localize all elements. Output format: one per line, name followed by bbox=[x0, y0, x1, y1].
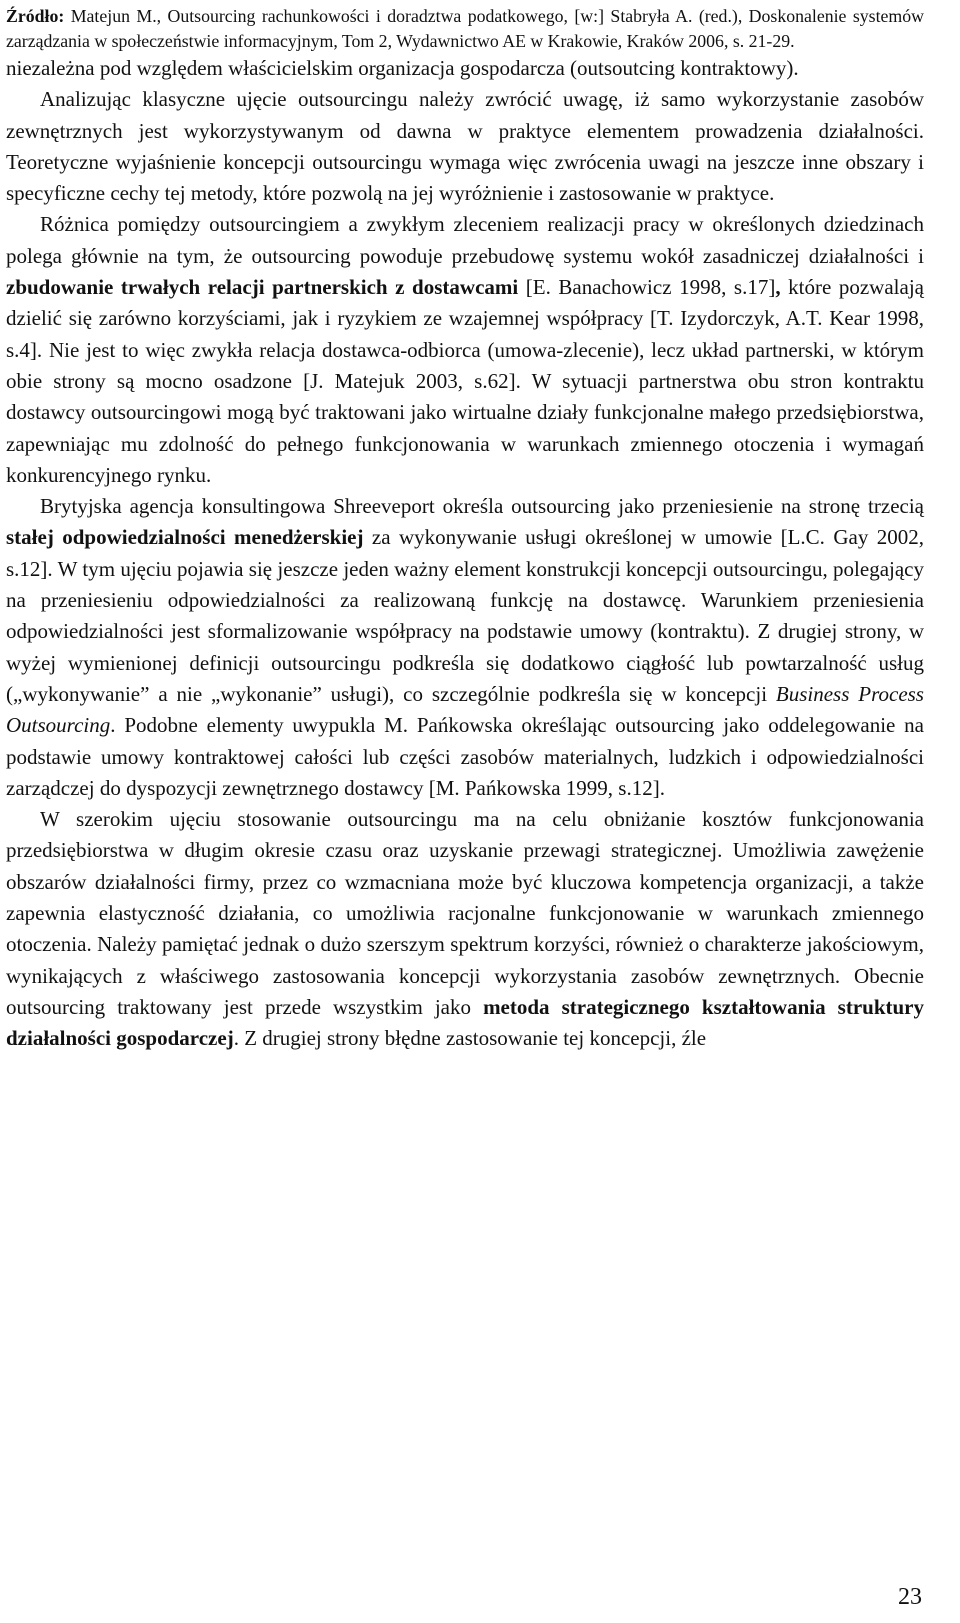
paragraph-3-bold-1: zbudowanie trwałych relacji partnerskich z dostawcami bbox=[6, 275, 519, 300]
paragraph-5 bbox=[6, 804, 924, 1054]
paragraph-2: Analizując klasyczne ujęcie outsourcingu należy zwrócić uwagę, iż samo wykorzystanie zasobów zewnętrznych jest wykorzystywanym od dawna w praktyce elementem prowadzenia działalności. Teoretyczne wyjaśnienie koncepcji outsourcingu wymaga więc zwrócenia uwagi na jeszcze inne obszary i specyficzne cechy tej metody, które pozwolą na jej wyróżnienie i zastosowanie w praktyce. bbox=[6, 87, 924, 206]
paragraph-4-bold-1: stałej odpowiedzialności menedżerskiej bbox=[6, 525, 364, 550]
source-text: Matejun M., Outsourcing rachunkowości i doradztwa podatkowego, [w:] Stabryła A. (red.), Doskonalenie systemów zarządzania w społeczeństwie informacyjnym, Tom 2, Wydawnictwo AE w Krakowie, Kraków 2006, s. 21-29. bbox=[6, 6, 924, 51]
paragraph-3-bold-2: , bbox=[775, 275, 781, 300]
paragraph-5-text-1: W szerokim ujęciu stosowanie outsourcingu ma na celu obniżanie kosztów funkcjonowania przedsiębiorstwa w długim okresie czasu oraz uzyskanie przewagi strategicznej. Umożliwia zawężenie obszarów działalności firmy, przez co wzmacniana może być kluczowa kompetencja organizacji, a także zapewnia elastyczność działania, co umożliwia racjonalne funkcjonowanie w warunkach zmiennego otoczenia. Należy pamiętać jednak o dużo szerszym spektrum korzyści, również o charakterze jakościowym, wynikających z właściwego zastosowania koncepcji wykorzystania zasobów zewnętrznych. Obecnie outsourcing traktowany jest przede wszystkim jako bbox=[6, 807, 924, 1019]
paragraph-4-text-2: za wykonywanie usługi określonej w umowie [L.C. Gay 2002, s.12]. W tym ujęciu pojawia się jeszcze jeden ważny element konstrukcji koncepcji outsourcingu, polegający na przeniesieniu odpowiedzialności za realizowaną funkcję na dostawcę. Warunkiem przeniesienia odpowiedzialności jest sformalizowanie współpracy na podstawie umowy (kontraktu). Z drugiej strony, w wyżej wymienionej definicji outsourcingu podkreśla się dodatkowo ciągłość lub powtarzalność usług („wykonywanie” a nie „wykonanie” usługi), co szczególnie podkreśla się w koncepcji bbox=[6, 525, 924, 706]
paragraph-5-bold-1: metoda strategicznego kształtowania struktury działalności gospodarczej bbox=[6, 994, 924, 1051]
paragraph-4-italic-1: Business Process Outsourcing bbox=[6, 681, 924, 738]
paragraph-4-text-1: Brytyjska agencja konsultingowa Shreeveport określa outsourcing jako przeniesienie na stronę trzecią bbox=[40, 494, 924, 519]
source-label: Źródło: bbox=[6, 6, 65, 26]
paragraph-3-text-2: [E. Banachowicz 1998, s.17] bbox=[518, 275, 776, 300]
paragraph-5-text-2: . Z drugiej strony błędne zastosowanie tej koncepcji, źle bbox=[233, 1026, 707, 1051]
page-number: 23 bbox=[898, 1584, 922, 1610]
paragraph-3 bbox=[6, 209, 924, 491]
paragraph-1: niezależna pod względem właścicielskim organizacja gospodarcza (outsoutcing kontraktowy). bbox=[6, 56, 799, 80]
paragraph-3-text-1: Różnica pomiędzy outsourcingiem a zwykłym zleceniem realizacji pracy w określonych dziedzinach polega głównie na tym, że outsourcing powoduje przebudowę systemu wokół zasadniczej działalności i bbox=[6, 212, 924, 268]
paragraph-4-text-3: . Podobne elementy uwypukla M. Pańkowska określając outsourcing jako oddelegowanie na podstawie umowy kontraktowej całości lub części zasobów materialnych, ludzkich i odpowiedzialności zarządczej do dyspozycji zewnętrznego dostawcy [M. Pańkowska 1999, s.12]. bbox=[6, 713, 924, 800]
paragraph-3-text-3: które pozwalają dzielić się zarówno korzyściami, jak i ryzykiem ze wzajemnej współpracy [T. Izydorczyk, A.T. Kear 1998, s.4]. Nie jest to więc zwykła relacja dostawca-odbiorca (umowa-zlecenie), lecz układ partnerski, w którym obie strony są mocno osadzone [J. Matejuk 2003, s.62]. W sytuacji partnerstwa obu stron kontraktu dostawcy outsourcingowi mogą być traktowani jako wirtualne działy funkcjonalne małego przedsiębiorstwa, zapewniając mu zdolność do pełnego funkcjonowania w warunkach zmiennego otoczenia i wymagań konkurencyjnego rynku. bbox=[6, 275, 924, 487]
document-page bbox=[6, 4, 924, 1055]
paragraph-4 bbox=[6, 491, 924, 804]
source-citation bbox=[6, 4, 924, 53]
